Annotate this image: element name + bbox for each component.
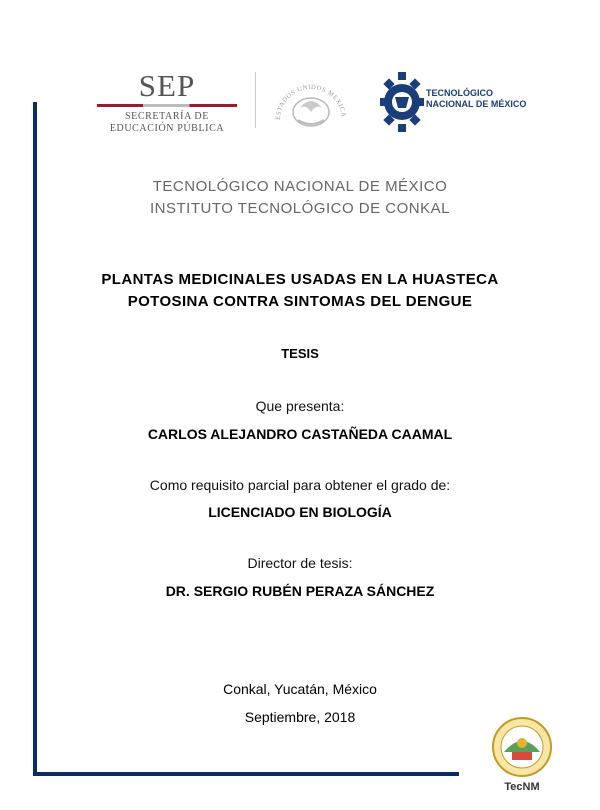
director-label: Director de tesis: [247, 555, 353, 571]
presenter-label: Que presenta: [255, 398, 345, 414]
institution-name: TECNOLÓGICO NACIONAL DE MÉXICO [152, 178, 448, 195]
tecnm-logo-text [426, 88, 526, 110]
director-name: DR. SERGIO RUBÉN PERAZA SÁNCHEZ [165, 583, 435, 599]
tecnm-logo-line-2: NACIONAL DE MÉXICO [426, 99, 527, 109]
place: Conkal, Yucatán, México [223, 681, 377, 697]
thesis-title-line-2: POTOSINA CONTRA SINTOMAS DEL DENGUE [127, 293, 473, 310]
tecnm-caption: TecNM [504, 781, 540, 793]
tecnm-gear-icon [380, 70, 424, 134]
sep-logo [92, 70, 242, 140]
tecnm-logo [380, 70, 540, 134]
institute-seal-icon [490, 716, 554, 778]
presenter-name: CARLOS ALEJANDRO CASTAÑEDA CAAMAL [147, 426, 453, 442]
degree-label: Como requisito parcial para obtener el grado de: [149, 477, 451, 493]
institute-name: INSTITUTO TECNOLÓGICO DE CONKAL [150, 200, 450, 217]
sep-logo-title: SEP [138, 68, 196, 103]
svg-text:ESTADOS UNIDOS MEXICANOS: ESTADOS UNIDOS MEXICA [274, 83, 347, 121]
document-type: TESIS [281, 346, 319, 361]
national-seal-icon [270, 68, 352, 132]
date: Septiembre, 2018 [244, 709, 356, 725]
header-divider [255, 72, 256, 128]
sep-logo-subtitle-2: EDUCACIÓN PÚBLICA [109, 123, 225, 134]
sep-logo-stripe [97, 104, 237, 107]
degree-name: LICENCIADO EN BIOLOGÍA [208, 504, 392, 520]
sep-logo-subtitle-1: SECRETARÍA DE [125, 111, 209, 122]
frame-bottom-border [33, 772, 459, 776]
thesis-title-line-1: PLANTAS MEDICINALES USADAS EN LA HUASTECA [101, 271, 499, 288]
tecnm-logo-line-1: TECNOLÓGICO [426, 88, 493, 98]
